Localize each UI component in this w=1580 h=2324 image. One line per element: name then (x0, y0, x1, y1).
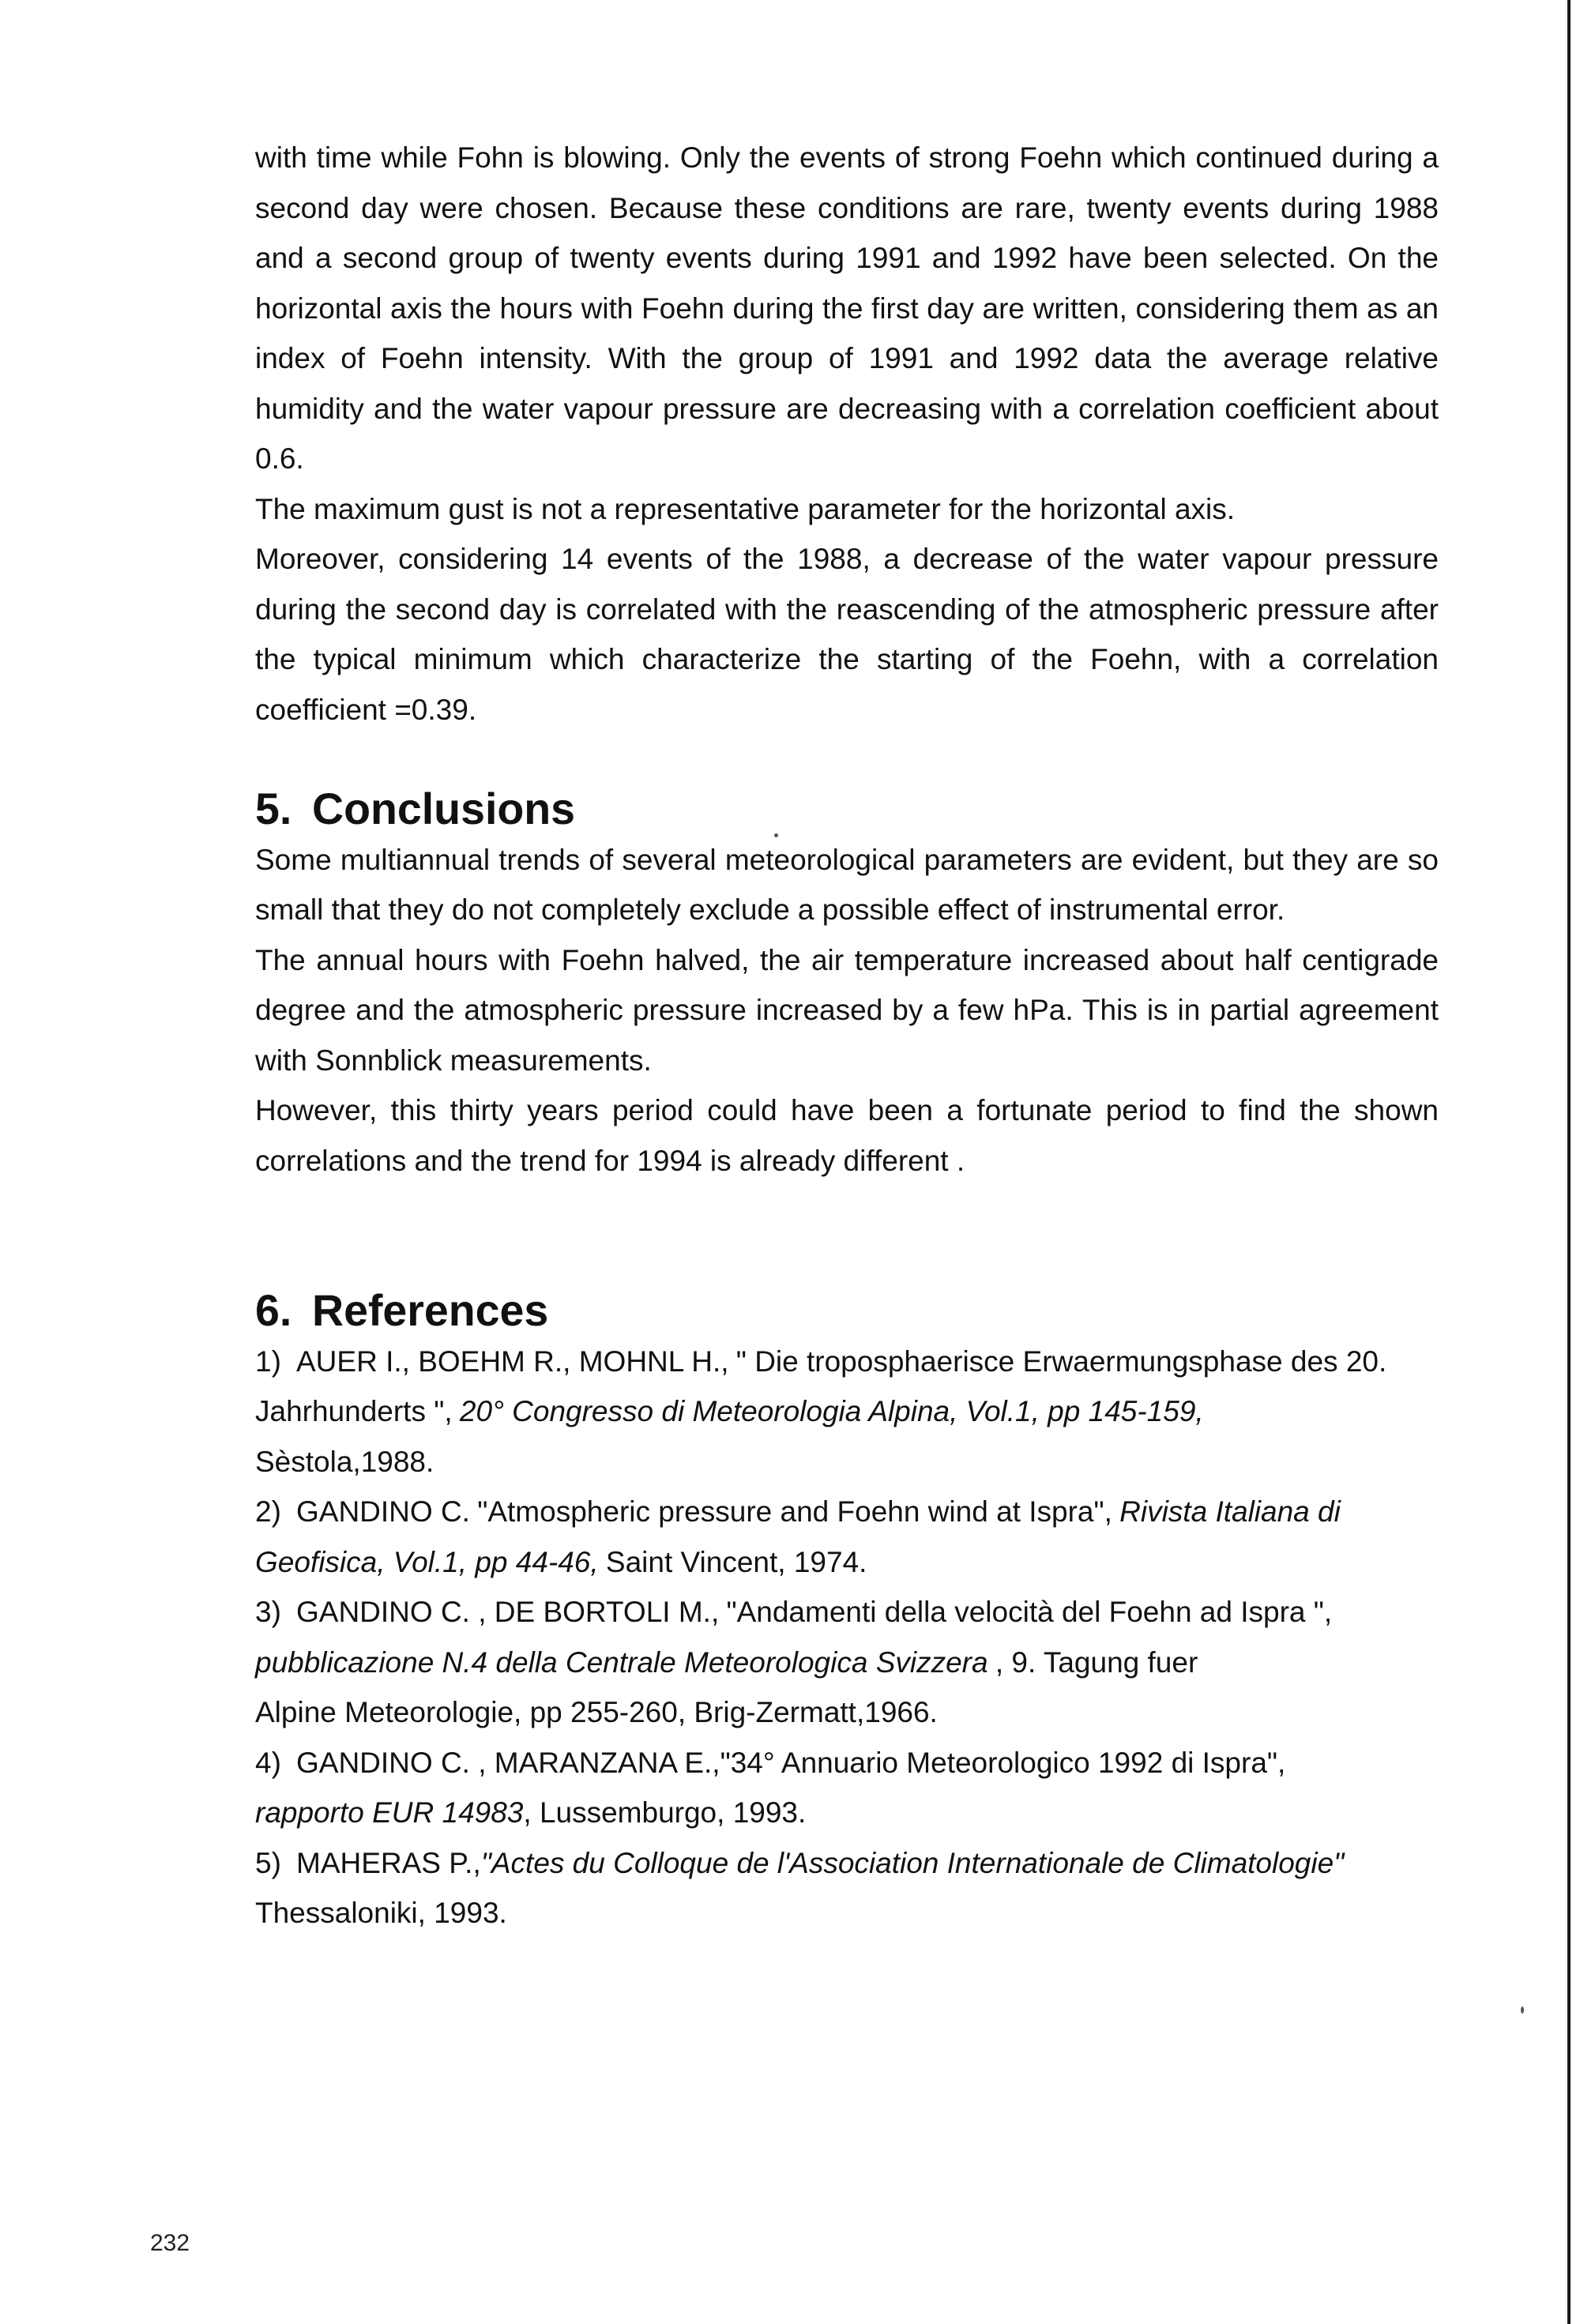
reference-title: "Andamenti della velocità del Foehn ad Ispra ", (726, 1596, 1333, 1628)
reference-authors: GANDINO C. , MARANZANA E. (296, 1746, 713, 1779)
reference-place: Saint Vincent, 1974. (605, 1545, 867, 1578)
conclusions-paragraph-2: The annual hours with Foehn halved, the air temperature increased about half centigrade degree and the atmospheric pressure increased by a few hPa. This is in partial agreement with Sonnblick measurements. (255, 943, 1439, 1077)
reference-source: Rivista Italiana di (1119, 1495, 1341, 1528)
body-paragraph-1: with time while Fohn is blowing. Only the events of strong Foehn which continued during a second day were chosen. Because these conditions are rare, twenty events during 1988 and a second group of twenty events during 1991 and 1992 have been selected. On the horizontal axis the hours with Foehn during the first day are written, considering them as an index of Foehn intensity. With the group of 1991 and 1992 data the average relative humidity and the water vapour pressure are decreasing with a correlation coefficient about 0.6. (255, 141, 1439, 475)
reference-title-cont: Jahrhunderts ", (255, 1395, 453, 1427)
conclusions-number: 5. (255, 784, 292, 833)
references-number: 6. (255, 1286, 292, 1335)
reference-place: Thessaloniki, 1993. (255, 1897, 507, 1929)
reference-title: "Actes du Colloque de l'Association Internationale de Climatologie" (480, 1846, 1345, 1879)
conclusions-heading (255, 784, 1439, 835)
reference-index: 4) (255, 1746, 281, 1779)
reference-place: Sèstola,1988. (255, 1445, 434, 1478)
body-paragraph-3: Moreover, considering 14 events of the 1988, a decrease of the water vapour pressure during the second day is correlated with the reascending of the atmospheric pressure after the typical minimum which characterize the starting of the Foehn, with a correlation coefficient =0.39. (255, 543, 1439, 726)
reference-index: 1) (255, 1344, 281, 1378)
page-edge-rule (1567, 0, 1571, 2324)
reference-place: , Lussemburgo, 1993. (523, 1796, 807, 1829)
conclusions-paragraph-1: Some multiannual trends of several meteorological parameters are evident, but they are so small that they do not completely exclude a possible effect of instrumental error. (255, 843, 1439, 926)
reference-authors: MAHERAS P., (296, 1846, 481, 1879)
reference-title: "Atmospheric pressure and Foehn wind at Ispra", (477, 1495, 1112, 1528)
body-paragraph-2: The maximum gust is not a representative parameter for the horizontal axis. (255, 492, 1236, 525)
section-spacer (255, 735, 1439, 784)
reference-source: 20° Congresso di Meteorologia Alpina, Vol.1, pp 145-159, (459, 1395, 1204, 1427)
reference-authors: AUER I., BOEHM R., MOHNL H., (296, 1344, 729, 1378)
conclusions-title: Conclusions (312, 784, 576, 833)
reference-index: 2) (255, 1495, 281, 1528)
reference-item (255, 1487, 1439, 1587)
page-number: 232 (150, 2230, 190, 2256)
references-heading (255, 1286, 1439, 1337)
reference-item (255, 1587, 1439, 1738)
reference-item (255, 1838, 1439, 1939)
reference-continuation (255, 1788, 1439, 1838)
reference-title: ,"34° Annuario Meteorologico 1992 di Ispra", (712, 1746, 1286, 1779)
reference-title: " Die troposphaerisce Erwaermungsphase des 20. (735, 1344, 1387, 1378)
reference-rest: , 9. Tagung fuer (995, 1645, 1198, 1679)
reference-continuation (255, 1638, 1439, 1688)
reference-rest-cont: Alpine Meteorologie, pp 255-260, Brig-Zermatt,1966. (255, 1696, 938, 1728)
reference-continuation (255, 1386, 1439, 1437)
reference-item (255, 1337, 1439, 1487)
conclusions-paragraph-3: However, this thirty years period could have been a fortunate period to find the shown correlations and the trend for 1994 is already different . (255, 1094, 1439, 1177)
reference-index: 3) (255, 1596, 281, 1628)
reference-source: pubblicazione N.4 della Centrale Meteorologica Svizzera (255, 1645, 988, 1679)
reference-continuation (255, 1537, 1439, 1588)
reference-source-cont: Geofisica, Vol.1, pp 44-46, (255, 1545, 599, 1578)
scan-speck (1521, 2006, 1524, 2014)
page-body (255, 133, 1439, 1939)
reference-authors: GANDINO C. (296, 1495, 470, 1528)
reference-item (255, 1738, 1439, 1838)
section-spacer (255, 1186, 1439, 1286)
references-title: References (312, 1286, 549, 1335)
reference-source: rapporto EUR 14983 (255, 1796, 524, 1829)
reference-index: 5) (255, 1846, 281, 1879)
reference-authors: GANDINO C. , DE BORTOLI M., (296, 1596, 720, 1628)
